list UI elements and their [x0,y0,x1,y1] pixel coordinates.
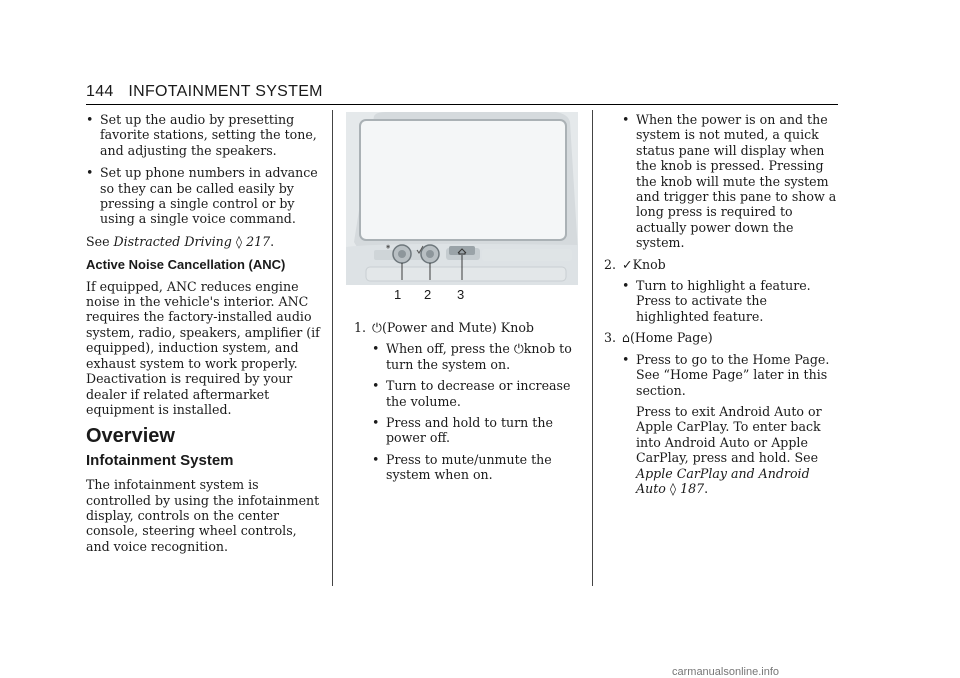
item-power-mute: 1. ⏻(Power and Mute) Knob [354,320,534,335]
power-icon: ⏻ [513,341,524,357]
power-icon: ⏻ [372,320,382,335]
svg-text:◉: ◉ [386,244,391,250]
bullet-highlight: • Turn to highlight a feature. Press to activate the highlighted feature. [622,278,840,324]
bullet-power-off: • Press and hold to turn the power off. [372,415,582,446]
bullet-mute: • Press to mute/unmute the system when on. [372,452,582,483]
header-rule [86,104,838,105]
home-icon: ⌂ [622,330,630,346]
link-distracted-driving[interactable]: Distracted Driving [113,233,232,249]
anc-text: If equipped, ANC reduces engine noise in the vehicle's interior. ANC requires the factory-installed audio system, radio, speakers, amplifier (if equipped), induction system, and exhaust system to work properly. Deactivation is required by your dealer if related aftermarket equipment is installed. [86,278,320,417]
callout-3: 3 [457,287,465,302]
item-select-knob: 2. ✓Knob [604,256,666,272]
infotainment-heading: Infotainment System [86,451,234,469]
section-title: INFOTAINMENT SYSTEM [128,83,323,100]
dashboard-illustration [346,112,578,302]
page-number: 144 [86,83,114,100]
callout-2: 2 [424,287,432,302]
page-header [86,83,333,101]
column-divider-1 [332,110,333,586]
bullet-phone: • Set up phone numbers in advance so they can be called easily by pressing a single control or by using a single voice command. [86,165,322,227]
infotainment-figure [346,112,578,302]
column-2 [354,320,582,489]
bullet-quick-status: • When the power is on and the system is not muted, a quick status pane will display when the knob is pressed. Pressing the knob will mute the system and trigger this pane to show a long press is required to actually power down the system. [622,112,840,251]
page-ref-187[interactable]: 187 [680,480,705,496]
bullet-audio: • Set up the audio by presetting favorite stations, setting the tone, and adjusting the speakers. [86,112,322,158]
page-ref-arrow-icon: ◊ [669,480,677,496]
item-home-page: 3. ⌂(Home Page) [604,330,713,346]
page-ref-arrow-icon: ◊ [235,233,243,249]
bullet-volume: • Turn to decrease or increase the volume. [372,378,582,409]
see-reference: See Distracted Driving ◊ 217. [86,233,275,249]
watermark: carmanualsonline.info [672,666,780,678]
infotainment-text: The infotainment system is controlled by using the infotainment display, controls on the center console, steering wheel controls, and voice recognition. [86,477,320,554]
checkmark-icon: ✓ [622,256,633,272]
carplay-paragraph: Press to exit Android Auto or Apple CarPlay. To enter back into Android Auto or Apple CarPlay, press and hold. See Apple CarPlay and Android Auto ◊ 187. [636,403,822,496]
column-divider-2 [592,110,593,586]
link-carplay-android-auto[interactable]: Apple CarPlay and Android Auto [636,465,810,496]
bullet-power-on: • When off, press the ⏻knob to turn the system on. [372,341,582,372]
column-3 [604,112,840,504]
page-ref-217[interactable]: 217 [246,233,271,249]
column-1 [86,112,322,562]
anc-heading: Active Noise Cancellation (ANC) [86,257,286,273]
bullet-home: • Press to go to the Home Page. See “Home Page” later in this section. [622,352,840,398]
overview-heading: Overview [86,425,175,448]
callout-1: 1 [394,287,402,302]
